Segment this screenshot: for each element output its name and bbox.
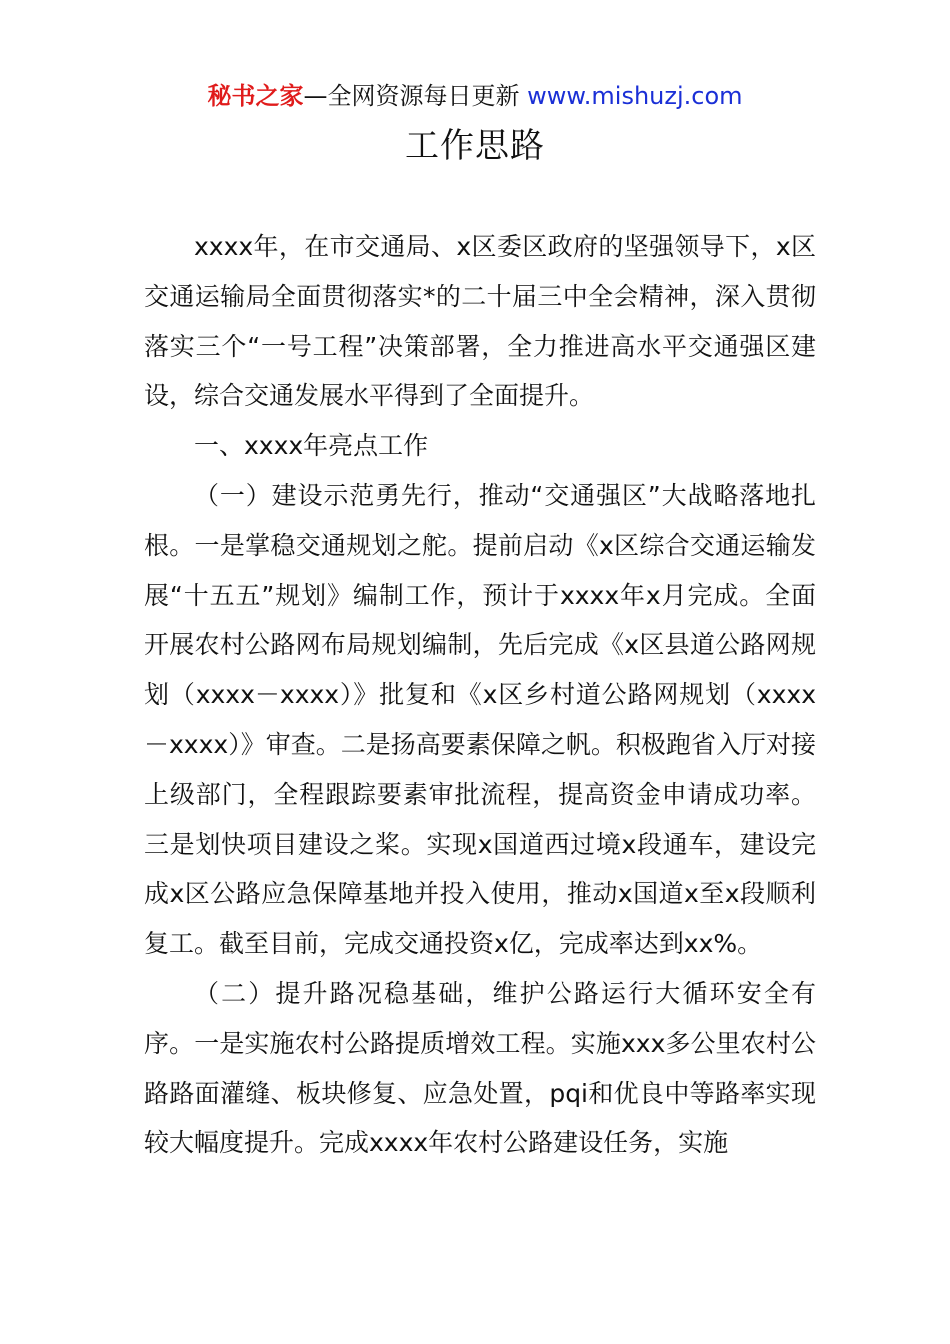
site-brand: 秘书之家 [207,82,304,110]
document-body [144,222,816,1168]
site-header [0,80,950,112]
body-paragraph: （一）建设示范勇先行，推动“交通强区”大战略落地扎根。一是掌稳交通规划之舵。提前启动《x区综合交通运输发展“十五五”规划》编制工作，预计于xxxx年x月完成。全面开展农村公路网布局规划编制，先后完成《x区县道公路网规划（xxxx－xxxx）》批复和《x区乡村道公路网规划（xxxx－xxxx）》审查。二是扬高要素保障之帆。积极跑省入厅对接上级部门，全程跟踪要素审批流程，提高资金申请成功率。三是划快项目建设之桨。实现x国道西过境x段通车，建设完成x区公路应急保障基地并投入使用，推动x国道x至x段顺利复工。截至目前，完成交通投资x亿，完成率达到xx%。 [144,480,816,959]
document-title: 工作思路 [405,126,545,166]
body-paragraph: （二）提升路况稳基础，维护公路运行大循环安全有序。一是实施农村公路提质增效工程。实施xxx多公里农村公路路面灌缝、板块修复、应急处置，pqi和优良中等路率实现较大幅度提升。完成xxxx年农村公路建设任务，实施 [144,978,816,1158]
site-url-link[interactable]: www.mishuzj.com [527,82,743,110]
intro-paragraph: xxxx年，在市交通局、x区委区政府的坚强领导下，x区交通运输局全面贯彻落实*的二十届三中全会精神，深入贯彻落实三个“一号工程”决策部署，全力推进高水平交通强区建设，综合交通发展水平得到了全面提升。 [144,232,816,411]
site-tagline: —全网资源每日更新 [303,82,520,110]
section-heading: 一、xxxx年亮点工作 [194,431,429,461]
